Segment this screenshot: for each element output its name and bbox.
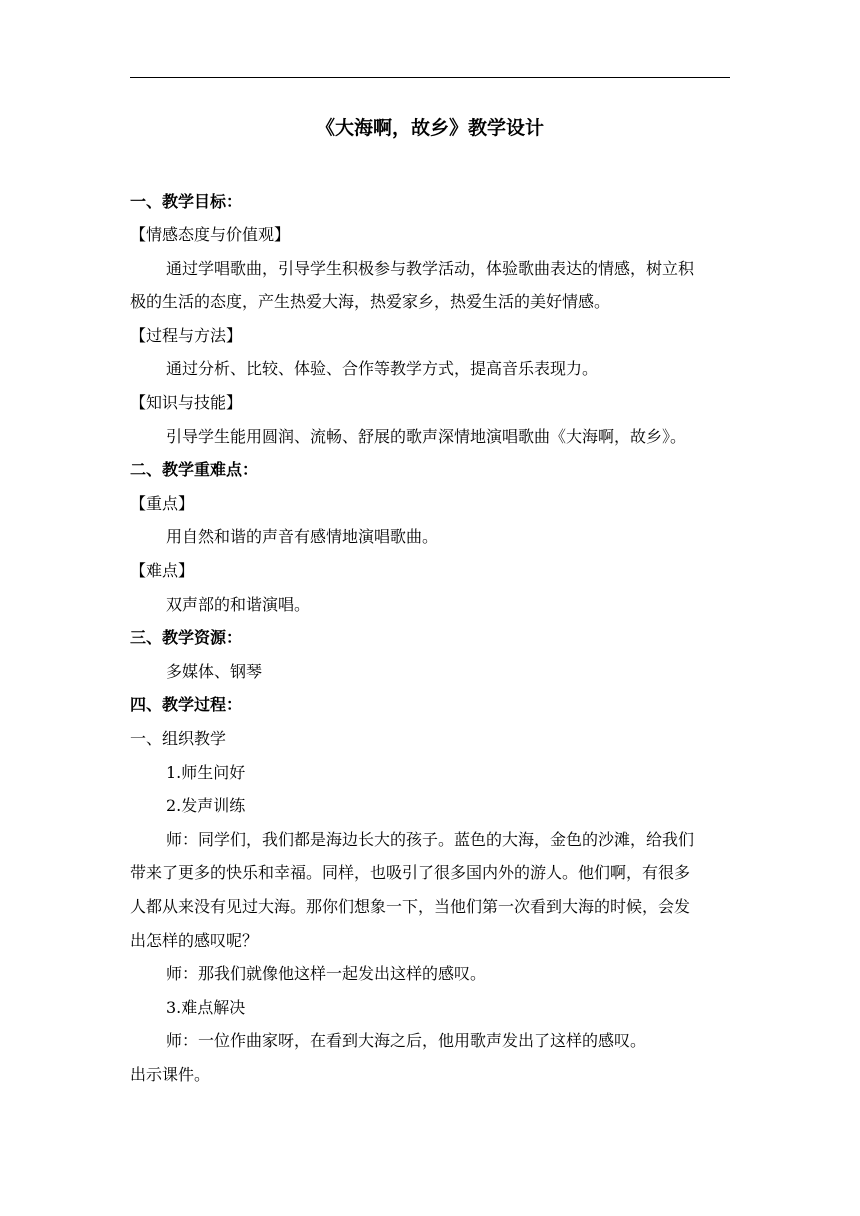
subheading-key-points: 【重点】 bbox=[130, 494, 195, 513]
paragraph-line: 师：同学们，我们都是海边长大的孩子。蓝色的大海，金色的沙滩，给我们 bbox=[166, 830, 695, 849]
paragraph-line: 带来了更多的快乐和幸福。同样，也吸引了很多国内外的游人。他们啊，有很多 bbox=[130, 863, 691, 882]
section-heading-key-difficult: 二、教学重难点： bbox=[130, 460, 259, 479]
paragraph-line: 人都从来没有见过大海。那你们想象一下，当他们第一次看到大海的时候，会发 bbox=[130, 897, 691, 916]
list-item: 1.师生问好 bbox=[166, 763, 246, 782]
step-heading: 一、组织教学 bbox=[130, 729, 227, 748]
paragraph-line: 极的生活的态度，产生热爱大海，热爱家乡，热爱生活的美好情感。 bbox=[130, 292, 611, 311]
list-item: 3.难点解决 bbox=[166, 998, 246, 1017]
paragraph-line: 通过分析、比较、体验、合作等教学方式，提高音乐表现力。 bbox=[166, 359, 599, 378]
header-rule bbox=[130, 77, 730, 78]
list-item: 2.发声训练 bbox=[166, 796, 246, 815]
subheading-difficult-points: 【难点】 bbox=[130, 561, 195, 580]
paragraph-line: 出怎样的感叹呢？ bbox=[130, 931, 259, 950]
paragraph-line: 引导学生能用圆润、流畅、舒展的歌声深情地演唱歌曲《大海啊，故乡》。 bbox=[166, 427, 687, 446]
section-heading-resources: 三、教学资源： bbox=[130, 628, 243, 647]
paragraph-line: 师：一位作曲家呀，在看到大海之后，他用歌声发出了这样的感叹。 bbox=[166, 1031, 647, 1050]
section-heading-process: 四、教学过程： bbox=[130, 695, 243, 714]
paragraph-line: 出示课件。 bbox=[130, 1065, 211, 1084]
subheading-knowledge-skills: 【知识与技能】 bbox=[130, 393, 243, 412]
subheading-process-methods: 【过程与方法】 bbox=[130, 326, 243, 345]
subheading-emotion-values: 【情感态度与价值观】 bbox=[130, 225, 291, 244]
paragraph-line: 师：那我们就像他这样一起发出这样的感叹。 bbox=[166, 964, 487, 983]
paragraph-line: 用自然和谐的声音有感情地演唱歌曲。 bbox=[166, 527, 439, 546]
section-heading-objectives: 一、教学目标： bbox=[130, 192, 243, 211]
paragraph-line: 双声部的和谐演唱。 bbox=[166, 595, 311, 614]
paragraph-line: 通过学唱歌曲，引导学生积极参与教学活动，体验歌曲表达的情感，树立积 bbox=[166, 259, 695, 278]
document-title: 《大海啊，故乡》教学设计 bbox=[315, 117, 544, 139]
paragraph-line: 多媒体、钢琴 bbox=[166, 662, 263, 681]
